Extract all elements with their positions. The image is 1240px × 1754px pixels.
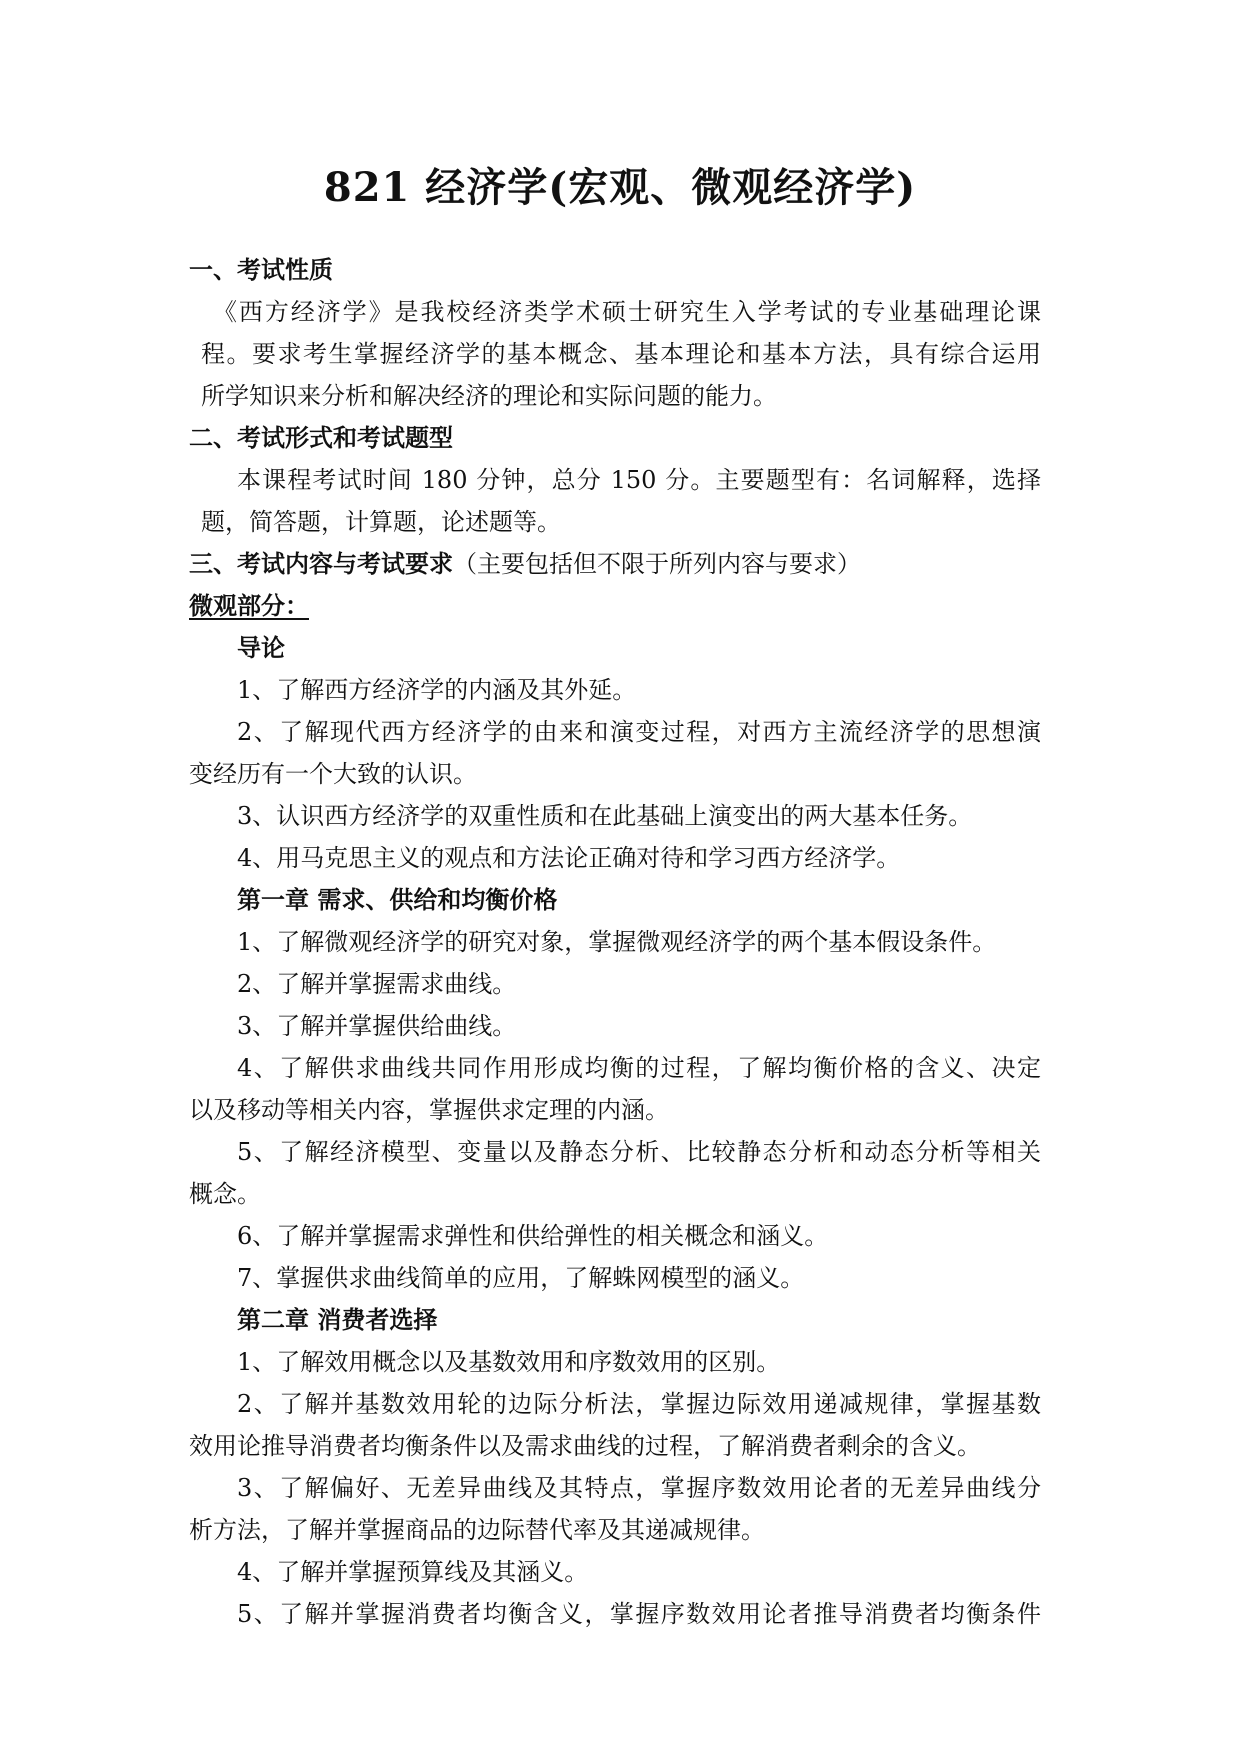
list-item: 2、了解并掌握需求曲线。 [237,970,517,998]
list-item: 2、了解并基数效用轮的边际分析法，掌握边际效用递减规律，掌握基数 [237,1390,1041,1418]
list-item-continuation: 析方法，了解并掌握商品的边际替代率及其递减规律。 [189,1516,765,1544]
list-item-continuation: 概念。 [189,1180,261,1208]
document-body [189,249,1041,1635]
list-item: 5、了解经济模型、变量以及静态分析、比较静态分析和动态分析等相关 [237,1138,1041,1166]
chapter-heading-2: 第二章 消费者选择 [237,1305,438,1334]
section-heading-text: 三、考试内容与考试要求 [189,549,453,578]
list-item: 2、了解现代西方经济学的由来和演变过程，对西方主流经济学的思想演 [237,718,1041,746]
paragraph-line: 《西方经济学》是我校经济类学术硕士研究生入学考试的专业基础理论课 [213,298,1041,326]
chapter-heading-1: 第一章 需求、供给和均衡价格 [237,885,558,914]
section-heading-note: （主要包括但不限于所列内容与要求） [453,550,861,578]
micro-part-label-text: 微观部分： [189,591,309,620]
list-item: 1、了解效用概念以及基数效用和序数效用的区别。 [237,1348,781,1376]
list-item: 1、了解西方经济学的内涵及其外延。 [237,676,637,704]
list-item-continuation: 效用论推导消费者均衡条件以及需求曲线的过程，了解消费者剩余的含义。 [189,1432,981,1460]
paragraph-line: 本课程考试时间 180 分钟，总分 150 分。主要题型有：名词解释，选择 [237,466,1041,494]
list-item: 3、认识西方经济学的双重性质和在此基础上演变出的两大基本任务。 [237,802,973,830]
list-item: 1、了解微观经济学的研究对象，掌握微观经济学的两个基本假设条件。 [237,928,997,956]
micro-part-label [189,585,1041,627]
list-item: 7、掌握供求曲线简单的应用，了解蛛网模型的涵义。 [237,1264,805,1292]
list-item: 4、了解并掌握预算线及其涵义。 [237,1558,589,1586]
paragraph-line: 所学知识来分析和解决经济的理论和实际问题的能力。 [201,382,777,410]
section-heading-exam-format: 二、考试形式和考试题型 [189,423,453,452]
list-item: 5、了解并掌握消费者均衡含义，掌握序数效用论者推导消费者均衡条件 [237,1600,1041,1628]
list-item: 3、了解并掌握供给曲线。 [237,1012,517,1040]
paragraph-line: 题，简答题，计算题，论述题等。 [201,508,561,536]
paragraph-line: 程。要求考生掌握经济学的基本概念、基本理论和基本方法，具有综合运用 [201,340,1041,368]
section-heading-exam-content [189,543,1041,585]
chapter-heading-intro: 导论 [237,633,285,662]
list-item: 3、了解偏好、无差异曲线及其特点，掌握序数效用论者的无差异曲线分 [237,1474,1041,1502]
list-item-continuation: 变经历有一个大致的认识。 [189,760,477,788]
list-item: 6、了解并掌握需求弹性和供给弹性的相关概念和涵义。 [237,1222,829,1250]
document-title: 821 经济学(宏观、微观经济学) [323,164,917,211]
list-item: 4、了解供求曲线共同作用形成均衡的过程，了解均衡价格的含义、决定 [237,1054,1041,1082]
section-heading-exam-nature: 一、考试性质 [189,255,333,284]
list-item: 4、用马克思主义的观点和方法论正确对待和学习西方经济学。 [237,844,901,872]
list-item-continuation: 以及移动等相关内容，掌握供求定理的内涵。 [189,1096,669,1124]
